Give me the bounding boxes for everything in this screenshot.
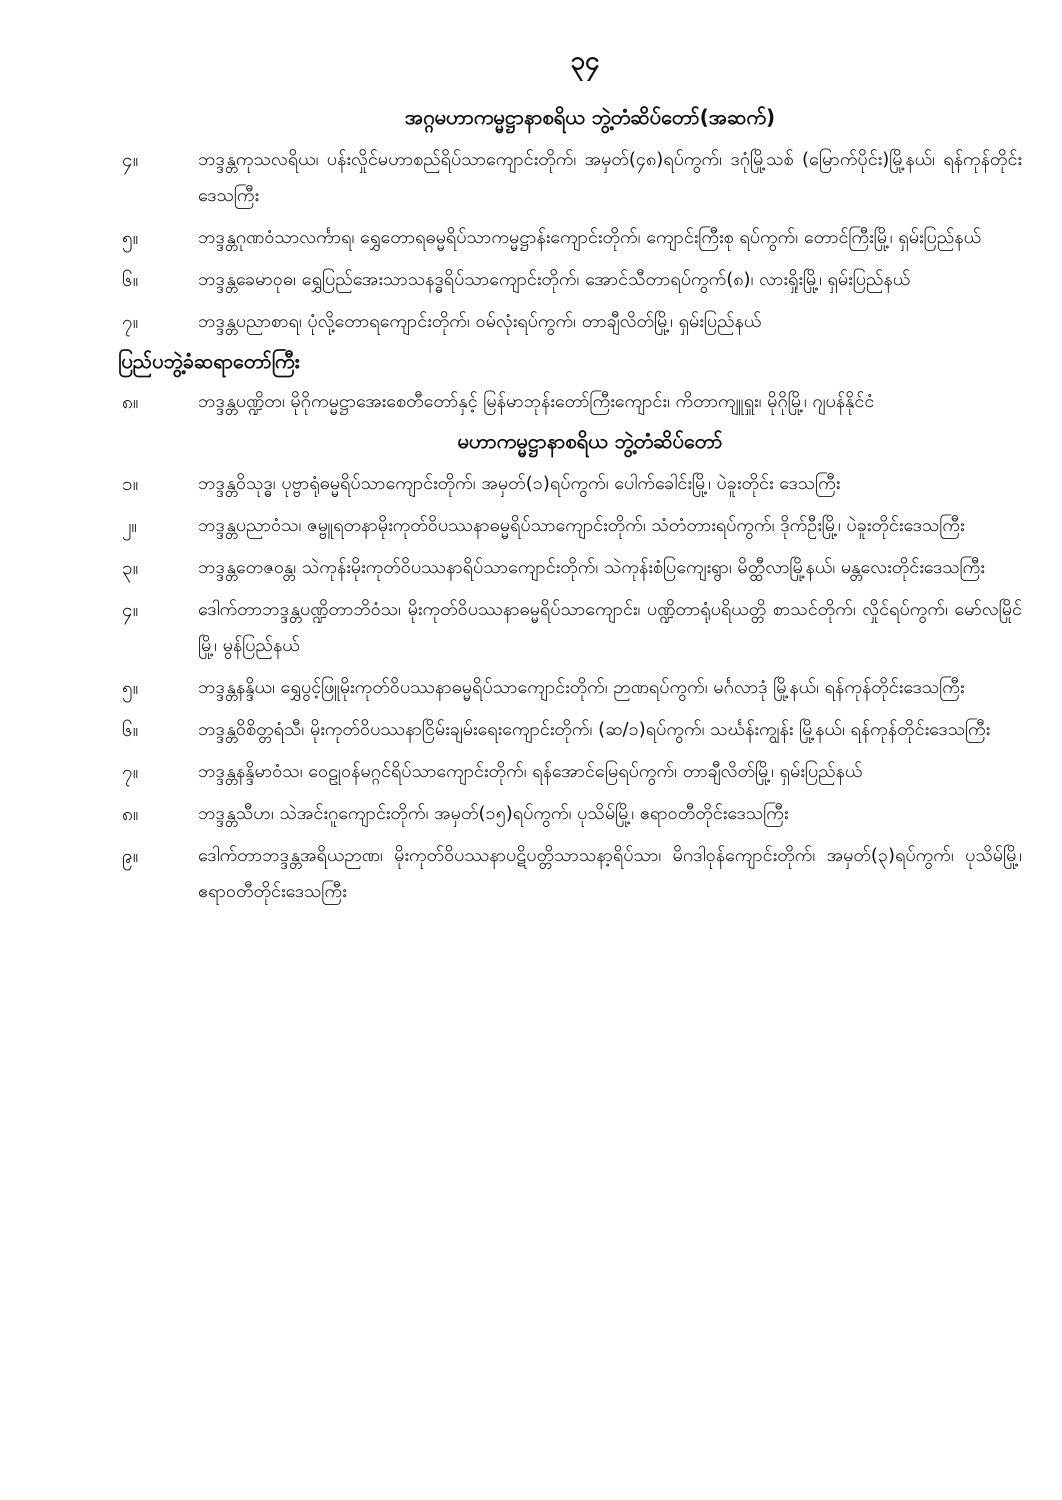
- list-item: [118, 712, 1022, 748]
- list-item-number: ၆။: [122, 719, 139, 741]
- list-item: [118, 796, 1022, 832]
- list-item-number: ၈။: [122, 391, 139, 413]
- list-item-number: ၆။: [122, 269, 139, 291]
- list-item: [118, 838, 1022, 910]
- list-item-text: ဘဒ္ဒန္တနန္ဒိမာဝံသ၊ ဝေဠုဝန်မဂ္ဂင်ရိပ်သာကျောင်းတိုက်၊ ရန်အောင်မြေရပ်ကွက်၊ တာချီလိတ်မြို့၊ ရှမ်းပြည်နယ်: [198, 761, 863, 782]
- page-number: ၃၄: [570, 46, 600, 76]
- list-item-text: ဘဒ္ဒန္တခေမာဝုဓ၊ ရွှေပြည်အေးသာသနဒ္ဓရိပ်သာကျောင်းတိုက်၊ အောင်သီတာရပ်ကွက်(၈)၊ လားရှိုးမြို့၊ ရှမ်းပြည်နယ်: [198, 269, 911, 290]
- section-heading: ပြည်ပဘွဲ့ခံဆရာတော်ကြီး: [118, 349, 300, 373]
- list-item: [118, 592, 1022, 664]
- list-item-text: ဘဒ္ဒန္တဝိစိတ္တရံသီ၊ မိုးကုတ်ဝိပဿနာငြိမ်းချမ်းရေးကျောင်းတိုက်၊ (ဆ/၁)ရပ်ကွက်၊ သင်္ဃန်းကျွန်း မြို့နယ်၊ ရန်ကုန်တိုင်းဒေသကြီး: [198, 719, 991, 740]
- list-item: [118, 550, 1022, 586]
- list-item-text: ဘဒ္ဒန္တသီဟ၊ သဲအင်းဂူကျောင်းတိုက်၊ အမှတ်(၁၅)ရပ်ကွက်၊ ပုသိမ်မြို့၊ ဧရာဝတီတိုင်းဒေသကြီး: [198, 803, 789, 824]
- list-item: [118, 384, 1022, 420]
- list-item-text: ဒေါက်တာဘဒ္ဒန္တအရိယဉာဏ၊ မိုးကုတ်ဝိပဿနာပဋိပတ္တိသာသနာ့ရိပ်သာ၊ မိဂဒါဝုန်ကျောင်းတိုက်၊ အမှတ်(၃)ရပ်ကွက်၊ ပုသိမ်မြို့၊ ဧရာဝတီတိုင်းဒေသကြီး: [198, 845, 1022, 902]
- list-item-number: ၁။: [122, 473, 139, 495]
- list-item-number: ၈။: [122, 803, 139, 825]
- list-item-text: ဘဒ္ဒန္တဂုဏဝံသာလင်္ကာရ၊ ရွှေတောရဓမ္မရိပ်သာကမ္မဋ္ဌာန်းကျောင်းတိုက်၊ ကျောင်းကြီးစု ရပ်ကွက်၊ တောင်ကြီးမြို့၊ ရှမ်းပြည်နယ်: [198, 227, 982, 248]
- list-item-text: ဘဒ္ဒန္တနန္ဒိယ၊ ရွှေပွင့်ဖြူမိုးကုတ်ဝိပဿနာဓမ္မရိပ်သာကျောင်းတိုက်၊ ဉာဏရပ်ကွက်၊ မင်္ဂလာဒုံ မြို့နယ်၊ ရန်ကုန်တိုင်းဒေသကြီး: [198, 677, 965, 698]
- list-item-number: ၄။: [122, 149, 139, 171]
- list-item-text: ဘဒ္ဒန္တဝိသုဒ္ဓ၊ ပုဗ္ဗာရုံဓမ္မရိပ်သာကျောင်းတိုက်၊ အမှတ်(၁)ရပ်ကွက်၊ ပေါက်ခေါင်းမြို့၊ ပဲခူးတိုင်း ဒေသကြီး: [198, 473, 841, 494]
- list-item-number: ၉။: [122, 845, 139, 867]
- list-item: [118, 466, 1022, 502]
- list-item: [118, 508, 1022, 544]
- list-item-number: ၄။: [122, 599, 139, 621]
- list-item-number: ၅။: [122, 677, 139, 699]
- list-item-text: ဘဒ္ဒန္တကုသလရိယ၊ ပန်းလှိုင်မဟာစည်ရိပ်သာကျောင်းတိုက်၊ အမှတ်(၄၈)ရပ်ကွက်၊ ဒဂုံမြို့သစ် (မြောက်ပိုင်း)မြို့နယ်၊ ရန်ကုန်တိုင်းဒေသကြီး: [198, 149, 1022, 206]
- section-heading: မဟာကမ္မဋ္ဌာနာစရိယ ဘွဲ့တံဆိပ်တော်: [457, 429, 723, 453]
- list-item: [118, 754, 1022, 790]
- list-item: [118, 304, 1022, 340]
- list-item-text: ဒေါက်တာဘဒ္ဒန္တပဏ္ဍိတာဘိဝံသ၊ မိုးကုတ်ဝိပဿနာဓမ္မရိပ်သာကျောင်း၊ ပဏ္ဍိတာရုံပရိယတ္တိ စာသင်တိုက်၊ လှိုင်ရပ်ကွက်၊ မော်လမြိုင်မြို့၊ မွန်ပြည်နယ်: [198, 599, 1022, 656]
- list-item-number: ၂။: [122, 515, 138, 537]
- page-content: [118, 102, 1022, 910]
- section-heading: အဂ္ဂမဟာကမ္မဋ္ဌာနာစရိယ ဘွဲ့တံဆိပ်တော်(အဆက်): [404, 105, 776, 129]
- list-item-text: ဘဒ္ဒန္တပဏ္ဍိတ၊ မိုဂိုကမ္မဋ္ဌာအေးစေတီတော်နှင့် မြန်မာဘုန်းတော်ကြီးကျောင်း၊ ကိတာကျူရှူး၊ မိုဂိုမြို့၊ ဂျပန်နိုင်ငံ: [198, 391, 875, 412]
- list-item-number: ၇။: [122, 761, 139, 783]
- list-item: [118, 142, 1022, 214]
- list-item: [118, 262, 1022, 298]
- list-item-text: ဘဒ္ဒန္တတေဇဝန္တ၊ သဲကုန်းမိုးကုတ်ဝိပဿနာရိပ်သာကျောင်းတိုက်၊ သဲကုန်းစံပြကျေးရွာ၊ မိတ္ထီလာမြို့နယ်၊ မန္တလေးတိုင်းဒေသကြီး: [198, 557, 985, 578]
- list-item-text: ဘဒ္ဒန္တပညာဝံသ၊ ဇမ္ဗူရတနာမိုးကုတ်ဝိပဿနာဓမ္မရိပ်သာကျောင်းတိုက်၊ သံတံတားရပ်ကွက်၊ ဒိုက်ဦးမြို့၊ ပဲခူးတိုင်းဒေသကြီး: [198, 515, 965, 536]
- list-item: [118, 670, 1022, 706]
- list-item-number: ၃။: [122, 557, 139, 579]
- list-item-number: ၅။: [122, 227, 139, 249]
- list-item-text: ဘဒ္ဒန္တပညာစာရ၊ ပုံလို့တောရကျောင်းတိုက်၊ ဝမ်လုံးရပ်ကွက်၊ တာချီလိတ်မြို့၊ ရှမ်းပြည်နယ်: [198, 311, 762, 332]
- list-item: [118, 220, 1022, 256]
- list-item-number: ၇။: [122, 311, 139, 333]
